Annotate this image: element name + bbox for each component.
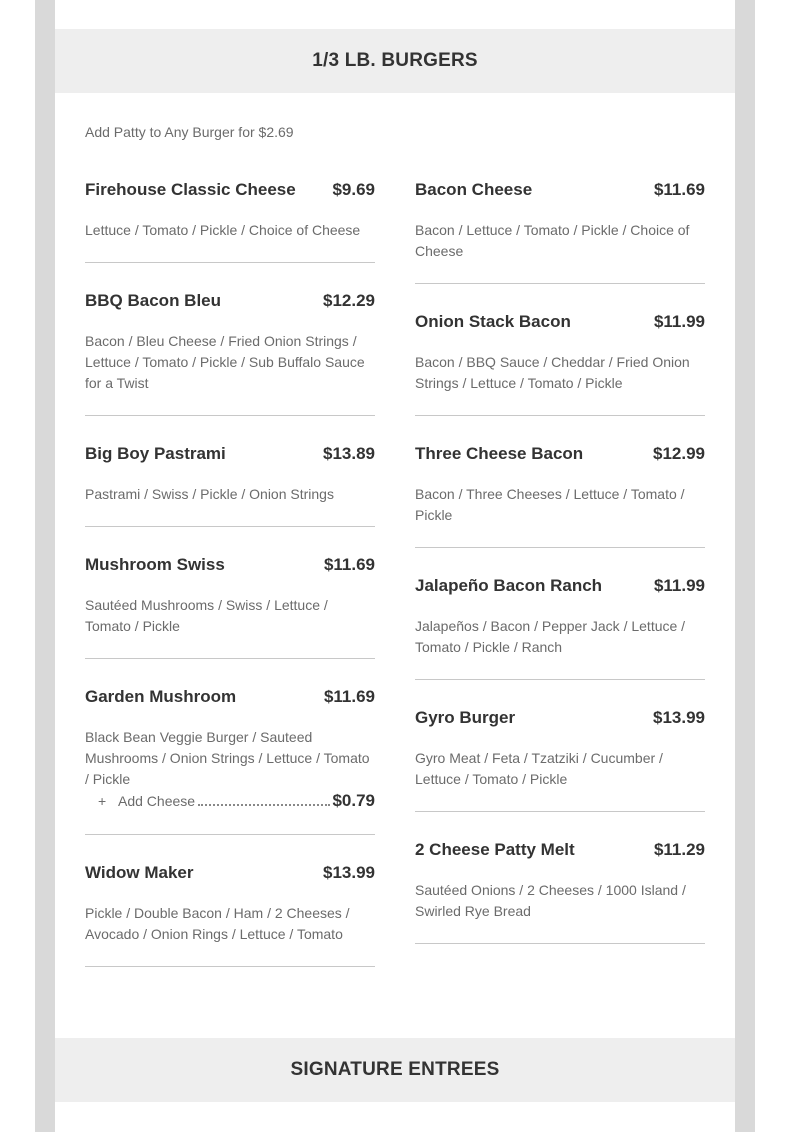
item-description: Bacon / BBQ Sauce / Cheddar / Fried Onion Strings / Lettuce / Tomato / Pickle xyxy=(415,354,690,391)
add-patty-note: Add Patty to Any Burger for $2.69 xyxy=(85,124,294,140)
item-description: Gyro Meat / Feta / Tzatziki / Cucumber / Lettuce / Tomato / Pickle xyxy=(415,750,663,787)
item-name: Big Boy Pastrami xyxy=(85,444,226,463)
item-name: Bacon Cheese xyxy=(415,180,533,199)
item-price: $13.99 xyxy=(653,708,705,727)
item-price: $12.29 xyxy=(323,291,375,310)
dotted-leader xyxy=(198,804,330,806)
menu-item xyxy=(85,444,375,527)
menu-item xyxy=(415,708,705,812)
item-description: Jalapeños / Bacon / Pepper Jack / Lettuce / Tomato / Pickle / Ranch xyxy=(415,618,686,655)
menu-item xyxy=(85,180,375,263)
menu-item xyxy=(415,576,705,680)
item-description: Bacon / Three Cheeses / Lettuce / Tomato / Pickle xyxy=(415,486,685,523)
item-name: Gyro Burger xyxy=(415,708,516,727)
menu-item xyxy=(415,444,705,548)
section-header-entrees: SIGNATURE ENTREES xyxy=(55,1038,735,1102)
item-description: Lettuce / Tomato / Pickle / Choice of Cheese xyxy=(85,222,361,238)
item-price: $13.89 xyxy=(323,444,375,463)
menu-item xyxy=(85,687,375,835)
menu-item xyxy=(415,840,705,944)
item-name: 2 Cheese Patty Melt xyxy=(415,840,575,859)
menu-item xyxy=(85,555,375,659)
plus-icon: + xyxy=(98,793,107,809)
item-price: $13.99 xyxy=(323,863,375,882)
addon-price: $0.79 xyxy=(332,791,375,810)
item-price: $12.99 xyxy=(653,444,705,463)
item-description: Bacon / Lettuce / Tomato / Pickle / Choice of Cheese xyxy=(415,222,690,259)
item-description: Sautéed Onions / 2 Cheeses / 1000 Island / Swirled Rye Bread xyxy=(415,882,686,919)
item-name: Widow Maker xyxy=(85,863,194,882)
menu-column-right xyxy=(415,180,705,972)
addon-label: Add Cheese xyxy=(118,793,196,809)
menu-column-left xyxy=(85,180,375,995)
menu-item xyxy=(85,863,375,967)
item-name: BBQ Bacon Bleu xyxy=(85,291,222,310)
item-description: Pastrami / Swiss / Pickle / Onion Strings xyxy=(85,486,334,502)
menu-item xyxy=(415,312,705,416)
menu-item xyxy=(85,291,375,416)
item-name: Firehouse Classic Cheese xyxy=(85,180,296,199)
item-name: Jalapeño Bacon Ranch xyxy=(415,576,603,595)
item-description: Black Bean Veggie Burger / Sauteed Mushrooms / Onion Strings / Lettuce / Tomato / Pickle xyxy=(85,729,370,787)
item-name: Three Cheese Bacon xyxy=(415,444,584,463)
addon-row xyxy=(85,791,375,813)
item-description: Pickle / Double Bacon / Ham / 2 Cheeses / Avocado / Onion Rings / Lettuce / Tomato xyxy=(85,905,350,942)
item-price: $11.29 xyxy=(653,840,705,859)
section-header-burgers: 1/3 LB. BURGERS xyxy=(55,29,735,93)
item-price: $11.69 xyxy=(323,555,375,574)
item-price: $11.69 xyxy=(653,180,705,199)
item-price: $11.69 xyxy=(323,687,375,706)
item-name: Onion Stack Bacon xyxy=(415,312,571,331)
item-name: Garden Mushroom xyxy=(85,687,237,706)
item-price: $11.99 xyxy=(653,576,705,595)
item-description: Sautéed Mushrooms / Swiss / Lettuce / Tomato / Pickle xyxy=(85,597,328,634)
item-description: Bacon / Bleu Cheese / Fried Onion Strings / Lettuce / Tomato / Pickle / Sub Buffalo Sauce for a Twist xyxy=(85,333,365,391)
item-price: $9.69 xyxy=(332,180,375,199)
item-name: Mushroom Swiss xyxy=(85,555,225,574)
menu-item xyxy=(415,180,705,284)
item-price: $11.99 xyxy=(653,312,705,331)
